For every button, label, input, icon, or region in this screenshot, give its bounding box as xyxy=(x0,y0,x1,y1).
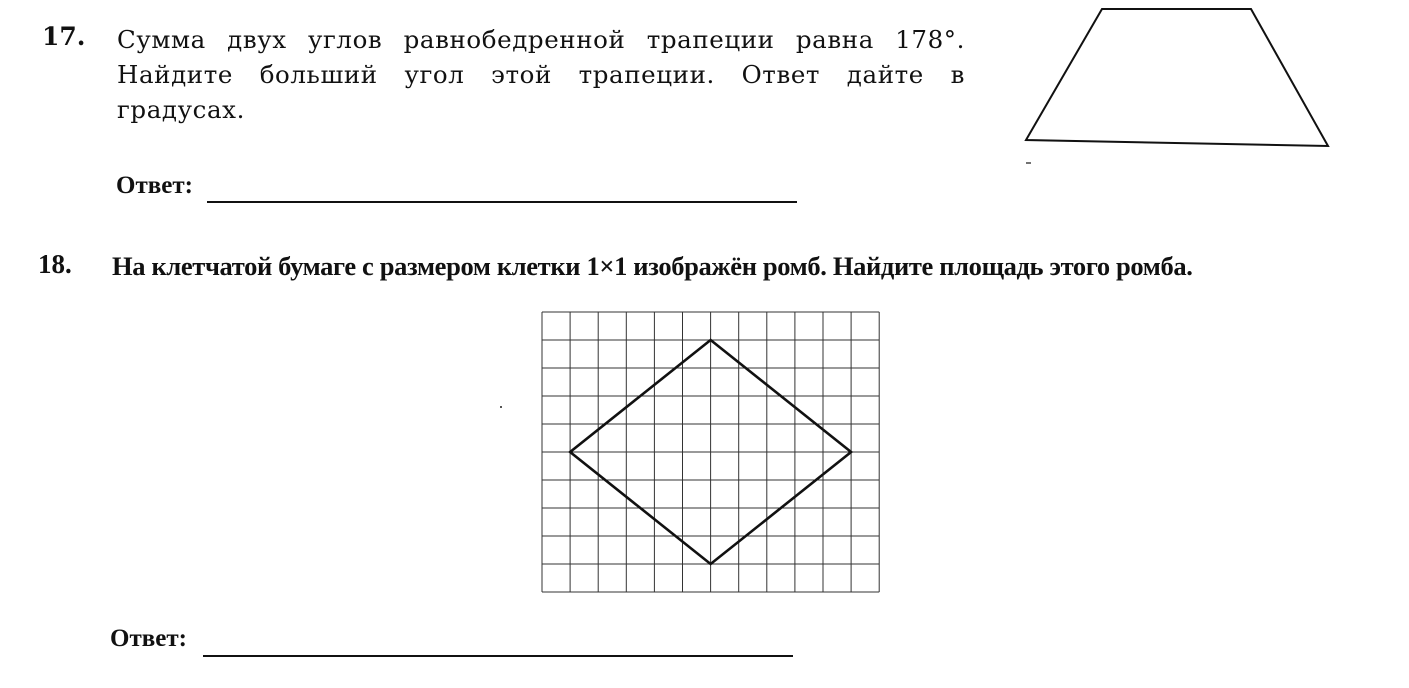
problem-17-line-3: градусах. xyxy=(117,95,245,124)
trapezoid-figure xyxy=(1015,0,1345,175)
problem-17-line-1: Сумма двух углов равнобедренной трапеции равна 178°. xyxy=(117,25,965,54)
scan-dot xyxy=(500,406,502,408)
problem-18-number: 18. xyxy=(38,249,72,279)
problem-17-answer-label: Ответ: xyxy=(116,172,193,199)
problem-17-text xyxy=(117,22,965,127)
trapezoid-shape xyxy=(1026,9,1328,146)
problem-18-text: На клетчатой бумаге с размером клетки 1×1 изображён ромб. Найдите площадь этого ромба. xyxy=(112,251,1193,281)
problem-17-line-2: Найдите больший угол этой трапеции. Ответ дайте в xyxy=(117,60,965,89)
grid-lines xyxy=(542,312,879,592)
problem-18-answer-label: Ответ: xyxy=(110,625,187,652)
problem-17-number: 17. xyxy=(42,22,86,51)
problem-18-answer-field[interactable] xyxy=(203,655,793,657)
problem-17-answer-field[interactable] xyxy=(207,201,797,203)
grid-figure xyxy=(530,300,890,600)
